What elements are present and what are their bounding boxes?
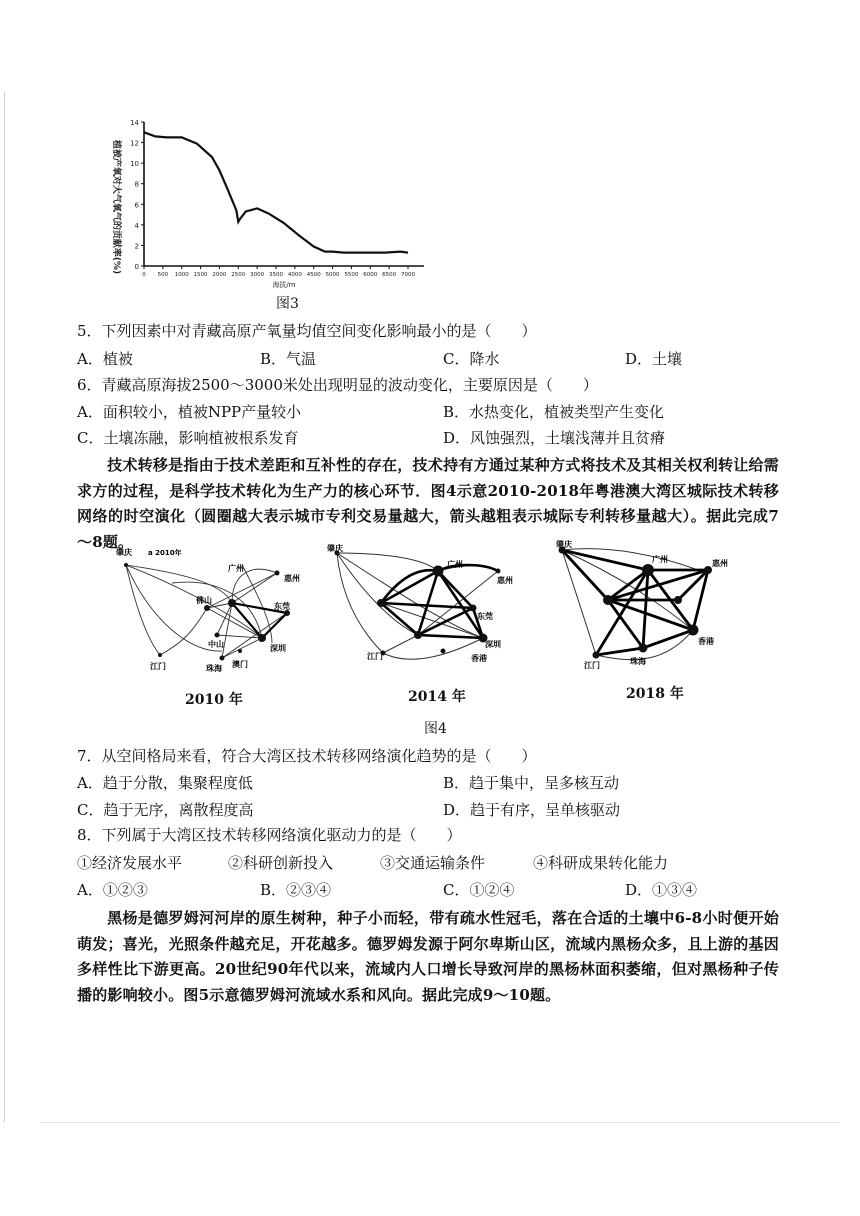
fig4-2010-city-jiangmen: 江门: [150, 662, 166, 671]
fig3-series-line: [144, 132, 408, 252]
fig3-y-tick-label: 14: [130, 119, 139, 127]
fig3-line-chart: [100, 112, 440, 292]
q6-stem: 6．青藏高原海拔2500～3000米处出现明显的波动变化，主要原因是（ ）: [77, 376, 598, 394]
fig3-caption: 图3: [276, 296, 299, 312]
fig3-x-tick-label: 1500: [193, 272, 208, 278]
fig4-2018-city-zhaoqing: 肇庆: [556, 540, 572, 549]
q8-stem: 8．下列属于大湾区技术转移网络演化驱动力的是（ ）: [77, 826, 462, 844]
q8-option-a[interactable]: A．①②③: [77, 881, 148, 899]
fig3-y-tick-label: 4: [134, 221, 139, 230]
q8-item-1: ①经济发展水平: [77, 854, 183, 872]
fig4-2010-city-guangzhou: 广州: [228, 564, 244, 573]
q6-option-b[interactable]: B．水热变化，植被类型产生变化: [443, 403, 665, 421]
fig4-2014-city-xianggang: 香港: [471, 654, 487, 663]
fig4-2010-city-huizhou: 惠州: [284, 574, 300, 583]
page-margin-line: [4, 92, 5, 1122]
q8-option-d[interactable]: D．①③④: [625, 881, 698, 899]
q8-option-c[interactable]: C．①②④: [443, 881, 515, 899]
q6-option-c[interactable]: C．土壤冻融，影响植被根系发育: [77, 429, 299, 447]
fig4-2018-city-jiangmen: 江门: [584, 661, 600, 670]
q8-option-b[interactable]: B．②③④: [260, 881, 332, 899]
fig3-x-tick-label: 6000: [363, 272, 378, 278]
passage-tech-transfer-text: 技术转移是指由于技术差距和互补性的存在，技术持有方通过某种方式将技术及其相关权利转让给需求方的过程，是科学技术转化为生产力的核心环节．图4示意2010-2018年粤港澳大湾区城际技术转移网络的时空演化（圆圈越大表示城市专利交易量越大，箭头越粗表示城际专利转移量越大）。据此完成7～8题。: [77, 456, 779, 551]
fig3-y-tick-label: 10: [130, 160, 139, 169]
fig3-x-tick-label: 3500: [269, 272, 283, 278]
q7-option-a[interactable]: A．趋于分散，集聚程度低: [77, 774, 253, 792]
fig3-y-axis-label-text: 植被产氧对大气氧气的贡献率(%): [111, 139, 121, 275]
q5-option-c[interactable]: C．降水: [443, 350, 500, 368]
fig3-x-tick-label: 6500: [382, 272, 397, 278]
fig3-x-tick-label: 3000: [250, 272, 265, 278]
fig4-2010-city-aomen: 澳门: [232, 660, 248, 669]
fig4-2010-city-foshan: 佛山: [196, 596, 212, 605]
fig3-x-tick-label: 2000: [212, 272, 227, 278]
fig4-network-2018: [548, 540, 738, 675]
fig4-network-2014: [323, 543, 523, 678]
fig4-2018-city-huizhou: 惠州: [712, 559, 728, 568]
fig4-2014-city-huizhou: 惠州: [497, 576, 513, 585]
q7-option-b[interactable]: B．趋于集中，呈多核互动: [443, 774, 620, 792]
fig4-2014-city-zhaoqing: 肇庆: [327, 544, 343, 553]
fig3-x-tick-label: 4500: [306, 272, 321, 278]
fig3-x-tick-label: 0: [142, 272, 146, 278]
fig4-year-2018: 2018 年: [626, 686, 684, 702]
fig4-2010-city-dongguan: 东莞: [274, 602, 290, 611]
q6-option-d[interactable]: D．风蚀强烈，土壤浅薄并且贫瘠: [443, 429, 666, 447]
q7-stem: 7．从空间格局来看，符合大湾区技术转移网络演化趋势的是（ ）: [77, 747, 537, 765]
q5-option-a[interactable]: A．植被: [77, 350, 133, 368]
passage-black-poplar-text: 黑杨是德罗姆河河岸的原生树种，种子小而轻，带有疏水性冠毛，落在合适的土壤中6-8小时便开始萌发；喜光，光照条件越充足，开花越多。德罗姆发源于阿尔卑斯山区，流域内黑杨众多，且上游的基因多样性比下游更高。20世纪90年代以来，流域内人口增长导致河岸的黑杨林面积萎缩，但对黑杨种子传播的影响较小。图5示意德罗姆河流域水系和风向。据此完成9～10题。: [77, 909, 779, 1004]
fig4-2010-city-shenzhen: 深圳: [270, 644, 286, 653]
fig3-y-tick-label: 8: [134, 180, 139, 189]
fig3-x-tick-label: 5500: [344, 272, 359, 278]
fig4-caption: 图4: [424, 721, 447, 737]
fig3-y-tick-label: 6: [134, 201, 139, 210]
passage-black-poplar: [77, 906, 779, 1008]
fig3-x-tick-label: 7000: [401, 272, 415, 278]
q5-stem: 5．下列因素中对青藏高原产氧量均值空间变化影响最小的是（ ）: [77, 322, 537, 340]
fig4-2014-city-dongguan: 东莞: [477, 612, 493, 621]
q5-option-d[interactable]: D．土壤: [625, 350, 683, 368]
fig4-network-2010: [112, 543, 307, 678]
fig4-2010-city-zhuhai: 珠海: [206, 664, 222, 673]
fig4-2010-city-zhongshan: 中山: [208, 640, 224, 649]
q8-item-2: ②科研创新投入: [228, 854, 334, 872]
fig4-2018-city-zhuhai: 珠海: [630, 657, 646, 666]
q7-option-c[interactable]: C．趋于无序，离散程度高: [77, 801, 254, 819]
fig4-2010-panel-label: a 2010年: [148, 549, 182, 557]
fig4-2018-city-xianggang: 香港: [698, 637, 714, 646]
fig3-x-axis-label: 海拔/m: [272, 281, 296, 289]
fig3-y-axis-label: [111, 140, 123, 274]
fig3-x-tick-label: 1000: [174, 272, 189, 278]
fig3-x-tick-label: 5000: [325, 272, 340, 278]
fig4-2010-city-zhaoqing: 肇庆: [116, 548, 132, 557]
fig3-y-tick-label: 2: [134, 242, 139, 251]
q8-item-3: ③交通运输条件: [380, 854, 486, 872]
q7-option-d[interactable]: D．趋于有序，呈单核驱动: [443, 801, 621, 819]
fig3-y-tick-label: 12: [130, 139, 139, 148]
fig4-year-2010: 2010 年: [185, 692, 243, 708]
q8-item-4: ④科研成果转化能力: [533, 854, 669, 872]
fig4-2014-city-guangzhou: 广州: [447, 560, 463, 569]
fig4-2014-city-jiangmen: 江门: [367, 652, 383, 661]
fig3-y-tick-label: 0: [134, 263, 139, 271]
fig4-2018-city-guangzhou: 广州: [652, 555, 668, 564]
page-bottom-line: [40, 1122, 840, 1123]
q5-option-b[interactable]: B．气温: [260, 350, 317, 368]
fig3-x-tick-label: 2500: [231, 272, 246, 278]
q6-option-a[interactable]: A．面积较小，植被NPP产量较小: [77, 403, 302, 421]
fig4-year-2014: 2014 年: [408, 689, 466, 705]
fig4-2014-city-shenzhen: 深圳: [485, 640, 501, 649]
fig3-x-tick-label: 4000: [287, 272, 302, 278]
fig3-x-tick-label: 500: [157, 272, 169, 278]
